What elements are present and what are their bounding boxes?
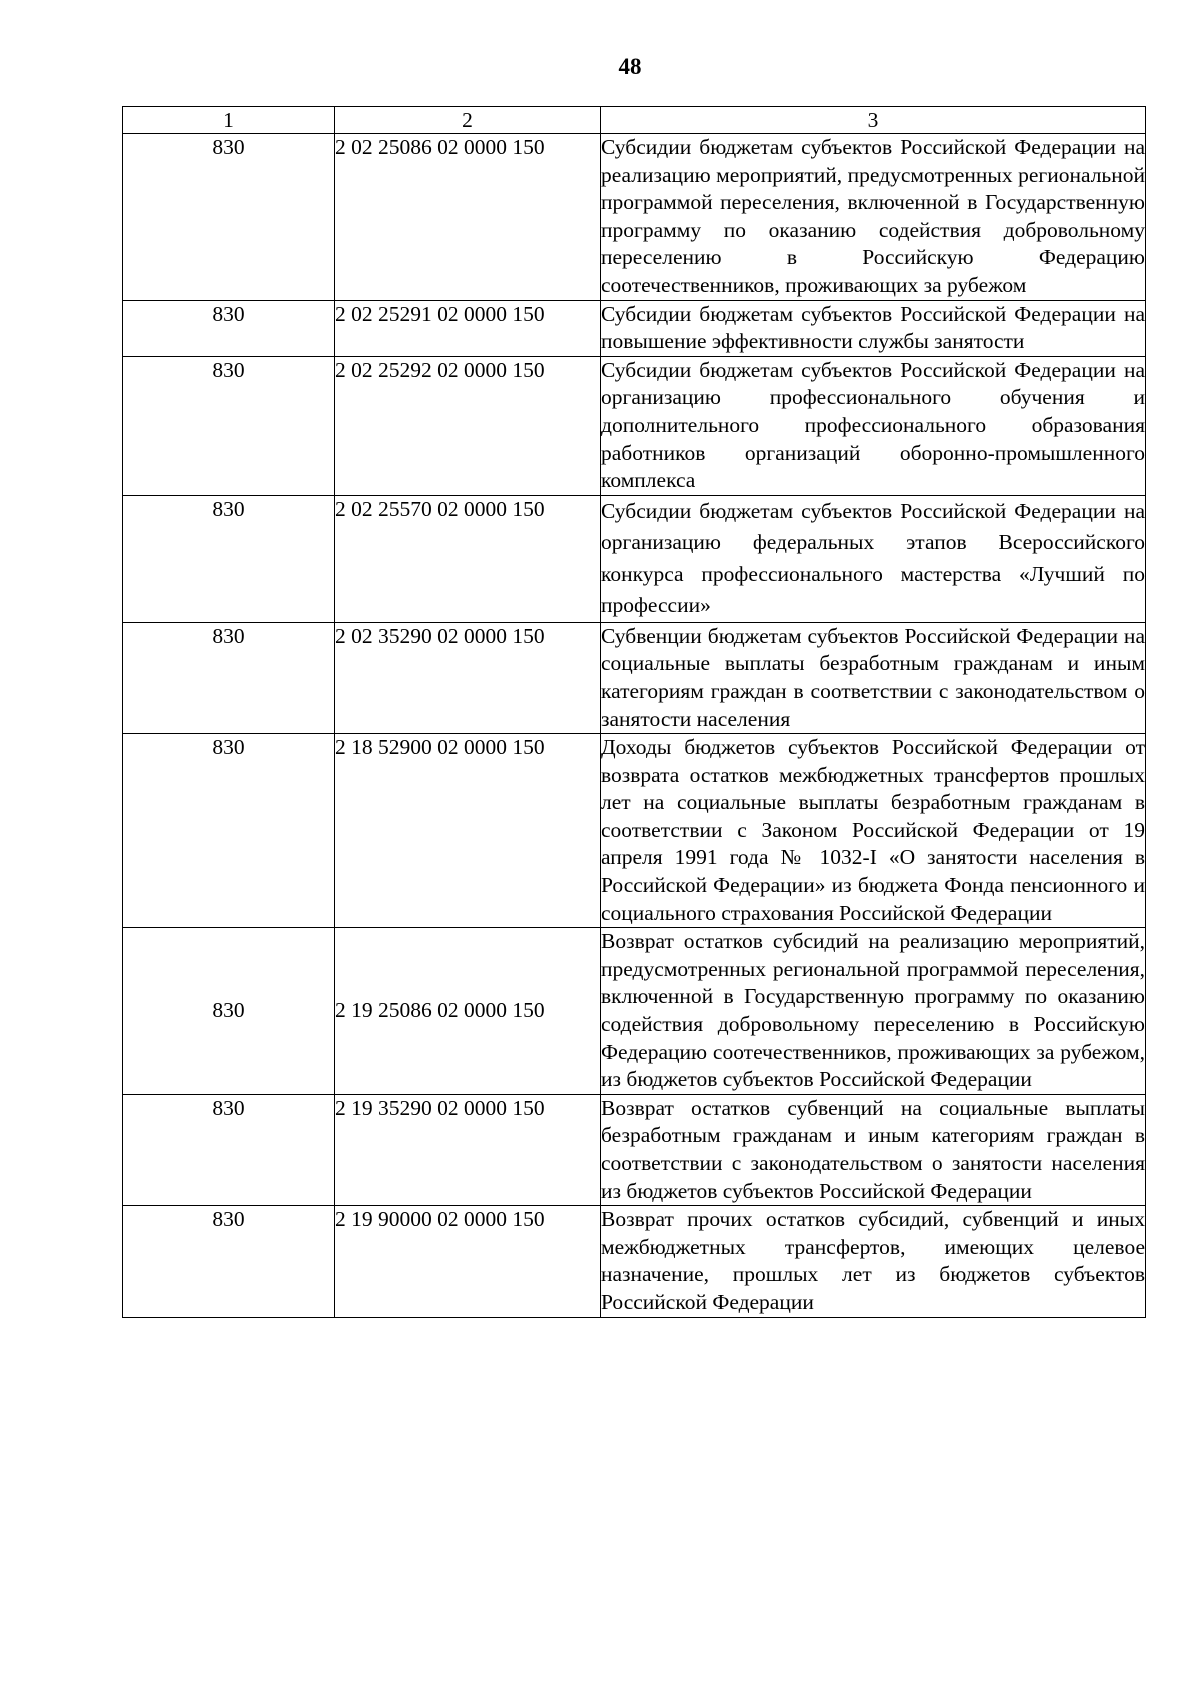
revenue-code-cell: 2 02 25086 02 0000 150 — [335, 134, 601, 301]
table-row — [123, 134, 1146, 301]
column-header-3: 3 — [601, 107, 1146, 134]
revenue-code-cell: 2 18 52900 02 0000 150 — [335, 734, 601, 928]
revenue-codes-table — [122, 106, 1146, 1318]
table-row — [123, 928, 1146, 1095]
description-cell: Субсидии бюджетам субъектов Российской Федерации на реализацию мероприятий, предусмотренных региональной программой переселения, включенной в Государственную программу по оказанию содействия добровольному переселению в Российскую Федерацию соотечественников, проживающих за рубежом — [601, 134, 1146, 301]
admin-code-cell: 830 — [123, 356, 335, 495]
revenue-code-cell: 2 02 35290 02 0000 150 — [335, 622, 601, 733]
page-number: 48 — [618, 54, 642, 79]
revenue-code-cell: 2 02 25570 02 0000 150 — [335, 495, 601, 622]
admin-code-cell: 830 — [123, 300, 335, 356]
description-cell: Субвенции бюджетам субъектов Российской Федерации на социальные выплаты безработным гражданам и иным категориям граждан в соответствии с законодательством о занятости населения — [601, 622, 1146, 733]
admin-code-cell: 830 — [123, 928, 335, 1095]
description-cell: Субсидии бюджетам субъектов Российской Федерации на повышение эффективности службы занятости — [601, 300, 1146, 356]
admin-code-cell: 830 — [123, 134, 335, 301]
table-row — [123, 356, 1146, 495]
revenue-code-cell: 2 19 90000 02 0000 150 — [335, 1206, 601, 1317]
table-row — [123, 622, 1146, 733]
description-cell: Возврат остатков субвенций на социальные выплаты безработным гражданам и иным категориям граждан в соответствии с законодательством о занятости населения из бюджетов субъектов Российской Федерации — [601, 1094, 1146, 1205]
admin-code-cell: 830 — [123, 1094, 335, 1205]
table-row — [123, 495, 1146, 622]
revenue-code-cell: 2 19 35290 02 0000 150 — [335, 1094, 601, 1205]
admin-code-cell: 830 — [123, 495, 335, 622]
table-row — [123, 300, 1146, 356]
admin-code-cell: 830 — [123, 622, 335, 733]
column-header-1: 1 — [123, 107, 335, 134]
description-cell: Доходы бюджетов субъектов Российской Федерации от возврата остатков межбюджетных трансфертов прошлых лет на социальные выплаты безработным гражданам в соответствии с Законом Российской Федерации от 19 апреля 1991 года № 1032-I «О занятости населения в Российской Федерации» из бюджета Фонда пенсионного и социального страхования Российской Федерации — [601, 734, 1146, 928]
description-cell: Субсидии бюджетам субъектов Российской Федерации на организацию федеральных этапов Всероссийского конкурса профессионального мастерства «Лучший по профессии» — [601, 495, 1146, 622]
description-cell: Возврат остатков субсидий на реализацию мероприятий, предусмотренных региональной программой переселения, включенной в Государственную программу по оказанию содействия добровольному переселению в Российскую Федерацию соотечественников, проживающих за рубежом, из бюджетов субъектов Российской Федерации — [601, 928, 1146, 1095]
admin-code-cell: 830 — [123, 734, 335, 928]
description-cell: Возврат прочих остатков субсидий, субвенций и иных межбюджетных трансфертов, имеющих целевое назначение, прошлых лет из бюджетов субъектов Российской Федерации — [601, 1206, 1146, 1317]
revenue-code-cell: 2 02 25291 02 0000 150 — [335, 300, 601, 356]
description-cell: Субсидии бюджетам субъектов Российской Федерации на организацию профессионального обучения и дополнительного профессионального образования работников организаций оборонно-промышленного комплекса — [601, 356, 1146, 495]
revenue-code-cell: 2 19 25086 02 0000 150 — [335, 928, 601, 1095]
table-row — [123, 1206, 1146, 1317]
table-header-row — [123, 107, 1146, 134]
table-row — [123, 734, 1146, 928]
table-row — [123, 1094, 1146, 1205]
admin-code-cell: 830 — [123, 1206, 335, 1317]
revenue-code-cell: 2 02 25292 02 0000 150 — [335, 356, 601, 495]
column-header-2: 2 — [335, 107, 601, 134]
